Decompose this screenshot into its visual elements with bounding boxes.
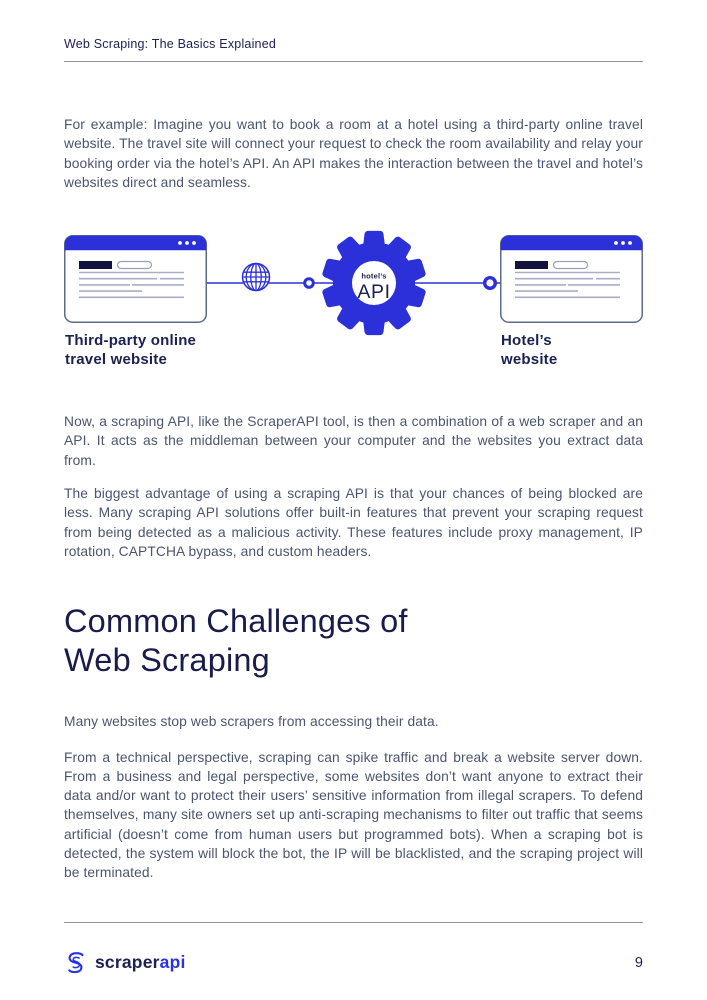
browser-window-travel-icon (65, 236, 207, 323)
brand-wordmark (95, 952, 186, 973)
gear-label-main: API (357, 281, 391, 304)
paragraph-example: For example: Imagine you want to book a room at a hotel using a third-party online travel website. The travel site will connect your request to check the room availability and relay your booking order via the hotel’s API. An API makes the interaction between the travel and hotel’s websites direct and seamless. (64, 117, 643, 190)
section-heading (64, 602, 643, 679)
page-number: 9 (634, 954, 643, 971)
connector-node-left-icon (305, 279, 314, 288)
label-hotel-website (501, 331, 557, 369)
label-travel-website-line1: Third-party online (65, 332, 197, 350)
brand-scraper-text: scraper (95, 952, 160, 972)
paragraph-advantage: The biggest advantage of using a scraping API is that your chances of being blocked are less. Many scraping API solutions offer built-in features that prevent your scraping request from being detected as a malicious activity. These features include proxy management, IP rotation, CAPTCHA bypass, and custom headers. (64, 486, 643, 559)
gear-label-small: hotel’s (361, 271, 387, 281)
page-footer (64, 922, 643, 976)
paragraph-many-websites: Many websites stop web scrapers from accessing their data. (64, 714, 439, 730)
globe-icon (243, 264, 270, 291)
diagram-labels (64, 331, 643, 377)
label-hotel-website-line1: Hotel’s (501, 332, 552, 350)
label-travel-website-line2: travel website (65, 351, 168, 369)
header-divider (64, 61, 643, 62)
paragraph-scraping-api: Now, a scraping API, like the ScraperAPI tool, is then a combination of a web scraper and an API. It acts as the middleman between your computer and the websites you extract data from. (64, 414, 643, 468)
browser-window-hotel-icon (501, 236, 643, 323)
api-diagram-graphic (64, 228, 643, 324)
footer-divider (64, 922, 643, 923)
api-diagram (64, 228, 643, 377)
label-travel-website (65, 331, 196, 369)
connector-node-right-icon (485, 278, 496, 289)
label-hotel-website-line2: website (501, 351, 558, 369)
brand-api-text: api (159, 952, 186, 972)
running-header-title: Web Scraping: The Basics Explained (64, 37, 277, 51)
scraperapi-logo-icon (64, 949, 87, 976)
brand-logo (64, 949, 186, 976)
section-heading-line2: Web Scraping (64, 641, 270, 678)
paragraph-perspectives: From a technical perspective, scraping can spike traffic and break a website server down. From a business and legal perspective, some websites don’t want anyone to extract their data and/or want to protect their users’ sensitive information from illegal scrapers. To defend themselves, many site owners set up anti-scraping mechanisms to filter out traffic that seems artificial (doesn’t come from human users but programmed bots). When a scraping bot is detected, the system will block the bot, the IP will be blacklisted, and the scraping project will be terminated. (64, 749, 643, 881)
section-heading-line1: Common Challenges of (64, 603, 408, 640)
